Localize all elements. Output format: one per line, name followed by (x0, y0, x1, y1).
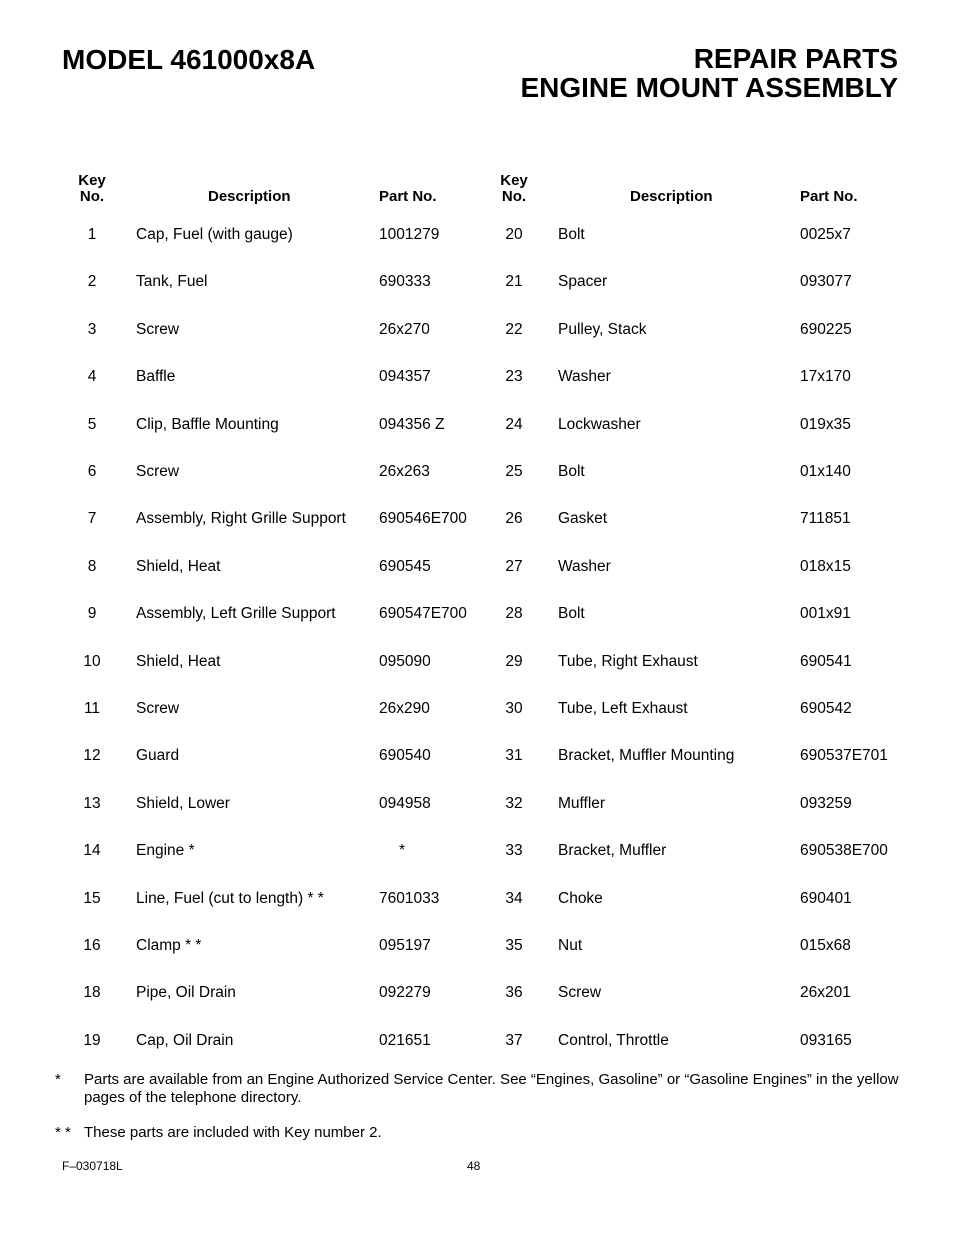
part-description: Lockwasher (558, 416, 641, 433)
part-description: Cap, Fuel (with gauge) (136, 226, 293, 243)
description-header-left: Description (208, 188, 291, 205)
part-number: 095197 (379, 937, 431, 954)
part-description: Screw (136, 463, 180, 480)
part-number: 018x15 (800, 558, 851, 575)
part-number: 001x91 (800, 605, 851, 622)
part-description: Muffler (558, 795, 606, 812)
part-number: 690542 (800, 700, 852, 717)
part-description: Bolt (558, 605, 585, 622)
key-number: 5 (87, 416, 97, 433)
part-description: Control, Throttle (558, 1032, 669, 1049)
key-number: 34 (505, 890, 523, 907)
key-number: 19 (83, 1032, 101, 1049)
part-description: Pipe, Oil Drain (136, 984, 236, 1001)
part-description: Bolt (558, 463, 585, 480)
note-mark: * (55, 1071, 61, 1088)
note-text: Parts are available from an Engine Authorized Service Center. See “Engines, Gasoline” or “Gasoline Engines” in the yellow pages of the telephone directory. (84, 1071, 899, 1106)
section-title (520, 44, 898, 102)
key-number: 4 (87, 368, 97, 385)
part-number: 26x290 (379, 700, 430, 717)
document-code: F–030718L (62, 1159, 123, 1173)
part-number: 021651 (379, 1032, 431, 1049)
part-description: Pulley, Stack (558, 321, 647, 338)
part-description: Shield, Heat (136, 558, 221, 575)
part-description: Cap, Oil Drain (136, 1032, 234, 1049)
part-number: 7601033 (379, 890, 440, 907)
part-number: 690538E700 (800, 842, 888, 859)
key-number: 21 (505, 273, 523, 290)
key-number: 32 (505, 795, 523, 812)
key-number: 25 (505, 463, 523, 480)
key-number: 35 (505, 937, 523, 954)
key-header-line2: No. (79, 188, 105, 205)
part-number: 690545 (379, 558, 431, 575)
part-description: Tube, Left Exhaust (558, 700, 688, 717)
section-title-line1: REPAIR PARTS (693, 43, 898, 74)
key-number: 31 (505, 747, 523, 764)
part-description: Nut (558, 937, 583, 954)
part-description: Screw (136, 700, 180, 717)
key-number: 18 (83, 984, 101, 1001)
key-header-line1: Key (78, 172, 106, 189)
page-number: 48 (467, 1159, 481, 1173)
key-number: 1 (87, 226, 97, 243)
description-header-right: Description (630, 188, 713, 205)
part-number: 690540 (379, 747, 431, 764)
key-number: 36 (505, 984, 523, 1001)
part-number: 690225 (800, 321, 852, 338)
part-number: 690546E700 (379, 510, 467, 527)
part-description: Line, Fuel (cut to length) * * (136, 890, 324, 907)
key-number: 6 (87, 463, 97, 480)
key-number: 2 (87, 273, 97, 290)
part-description: Clip, Baffle Mounting (136, 416, 279, 433)
key-number: 29 (505, 653, 523, 670)
key-number: 9 (87, 605, 97, 622)
key-number: 33 (505, 842, 523, 859)
key-number: 15 (83, 890, 101, 907)
model-title: MODEL 461000x8A (62, 44, 316, 75)
part-number: 26x201 (800, 984, 851, 1001)
part-description: Assembly, Left Grille Support (136, 605, 336, 622)
part-description: Washer (558, 558, 611, 575)
part-description: Gasket (558, 510, 608, 527)
part-description: Engine * (136, 842, 195, 859)
part-number: 095090 (379, 653, 431, 670)
key-number: 26 (505, 510, 523, 527)
part-number: 690333 (379, 273, 431, 290)
part-description: Bolt (558, 226, 585, 243)
key-number: 12 (83, 747, 101, 764)
part-number: 690541 (800, 653, 852, 670)
part-number: 094356 Z (379, 416, 445, 433)
key-number: 37 (505, 1032, 523, 1049)
key-no-header-right (494, 173, 534, 205)
part-description: Choke (558, 890, 603, 907)
part-description: Tank, Fuel (136, 273, 208, 290)
note-mark: * * (55, 1124, 71, 1141)
part-number: 17x170 (800, 368, 851, 385)
part-number: 690401 (800, 890, 852, 907)
part-number: 093077 (800, 273, 852, 290)
key-number: 8 (87, 558, 97, 575)
key-no-header-left (72, 173, 112, 205)
note-text: These parts are included with Key number 2. (84, 1124, 382, 1141)
part-description: Spacer (558, 273, 608, 290)
key-number: 16 (83, 937, 101, 954)
part-number: 690537E701 (800, 747, 888, 764)
part-number: 094958 (379, 795, 431, 812)
part-no-header-left: Part No. (379, 188, 437, 205)
key-number: 13 (83, 795, 101, 812)
key-number: 14 (83, 842, 101, 859)
part-description: Shield, Lower (136, 795, 230, 812)
part-number: 093165 (800, 1032, 852, 1049)
part-number: 01x140 (800, 463, 851, 480)
part-number: 019x35 (800, 416, 851, 433)
part-description: Clamp * * (136, 937, 202, 954)
part-number: 094357 (379, 368, 431, 385)
key-number: 3 (87, 321, 97, 338)
part-number: * (399, 842, 406, 859)
part-description: Washer (558, 368, 611, 385)
key-number: 28 (505, 605, 523, 622)
part-description: Shield, Heat (136, 653, 221, 670)
key-number: 27 (505, 558, 523, 575)
part-number: 093259 (800, 795, 852, 812)
section-title-line2: ENGINE MOUNT ASSEMBLY (520, 72, 898, 103)
key-number: 11 (83, 700, 101, 717)
key-number: 23 (505, 368, 523, 385)
part-description: Bracket, Muffler Mounting (558, 747, 735, 764)
part-description: Screw (558, 984, 602, 1001)
part-description: Assembly, Right Grille Support (136, 510, 346, 527)
key-number: 22 (505, 321, 523, 338)
key-number: 10 (83, 653, 101, 670)
key-number: 30 (505, 700, 523, 717)
part-number: 0025x7 (800, 226, 851, 243)
part-no-header-right: Part No. (800, 188, 858, 205)
part-description: Tube, Right Exhaust (558, 653, 698, 670)
key-number: 7 (87, 510, 97, 527)
key-number: 20 (505, 226, 523, 243)
part-description: Baffle (136, 368, 176, 385)
part-number: 092279 (379, 984, 431, 1001)
part-number: 711851 (800, 510, 851, 527)
part-number: 1001279 (379, 226, 440, 243)
part-number: 26x270 (379, 321, 430, 338)
part-number: 015x68 (800, 937, 851, 954)
part-number: 26x263 (379, 463, 430, 480)
key-header-line1: Key (500, 172, 528, 189)
part-description: Guard (136, 747, 180, 764)
key-header-line2: No. (501, 188, 527, 205)
key-number: 24 (505, 416, 523, 433)
part-number: 690547E700 (379, 605, 467, 622)
part-description: Bracket, Muffler (558, 842, 667, 859)
part-description: Screw (136, 321, 180, 338)
